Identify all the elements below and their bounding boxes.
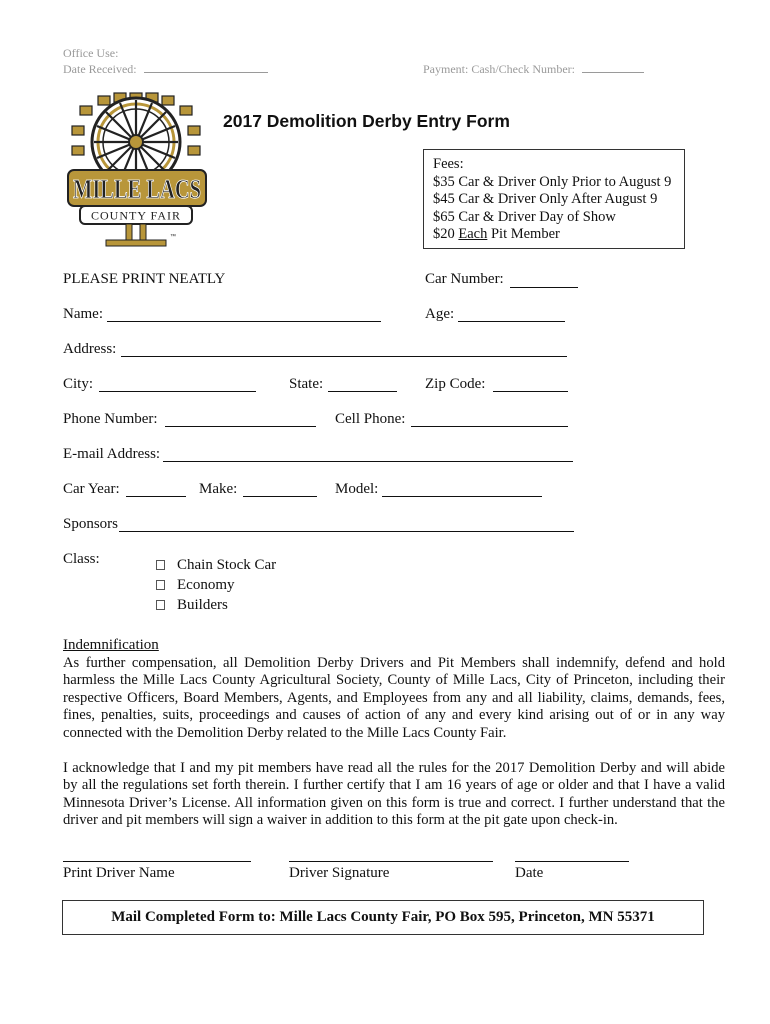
print-name-label: Print Driver Name — [63, 865, 175, 881]
acknowledgement-body: I acknowledge that I and my pit members have read all the rules for the 2017 Demolition Derby and will abide by all the regulations set forth therein. I further certify that I am 16 years of age or older and that I have a valid Minnesota Driver’s License. All information given on this form is true and correct. I further understand that the driver and pit members will sign a waiver in addition to this form at the pit gate upon check-in. — [63, 760, 725, 829]
class-option-label: Builders — [177, 597, 228, 613]
office-use-heading: Office Use: — [63, 46, 119, 60]
fee-line-4-post: Pit Member — [487, 226, 560, 243]
print-neatly-label: PLEASE PRINT NEATLY — [63, 271, 226, 287]
model-label: Model: — [335, 481, 379, 497]
sponsors-field[interactable] — [119, 531, 574, 532]
payment-line — [582, 61, 644, 73]
car-number-field[interactable] — [510, 287, 578, 288]
email-field[interactable] — [163, 461, 573, 462]
logo-name-text: MILLE LACS — [73, 174, 201, 204]
class-option-label: Economy — [177, 577, 235, 593]
name-label: Name: — [63, 306, 103, 322]
indemnification-body: As further compensation, all Demolition Derby Drivers and Pit Members shall indemnify, defend and hold harmless the Mille Lacs County Agricultural Society, County of Mille Lacs, City of Princeton, including their respective Officers, Board Members, Agents, and Employees from any and all liability, claims, demands, fees, fines, penalties, suits, proceedings and causes of action of any and every kind arising out of or in any way connected with the Demolition Derby related to the Mille Lacs County Fair. — [63, 655, 725, 741]
mail-address-box: Mail Completed Form to: Mille Lacs County Fair, PO Box 595, Princeton, MN 55371 — [62, 900, 704, 935]
state-field[interactable] — [328, 391, 397, 392]
zip-field[interactable] — [493, 391, 568, 392]
fair-logo — [66, 92, 208, 254]
payment-row — [423, 61, 644, 77]
cell-field[interactable] — [411, 426, 568, 427]
class-option-label: Chain Stock Car — [177, 557, 277, 573]
date-received-row — [63, 61, 268, 77]
date-received-line — [144, 61, 268, 73]
class-option-economy[interactable] — [156, 577, 276, 597]
class-option-chain-stock-car[interactable] — [156, 557, 276, 577]
fees-box — [423, 149, 685, 249]
class-option-builders[interactable] — [156, 597, 276, 617]
city-label: City: — [63, 376, 94, 392]
checkbox[interactable] — [156, 600, 165, 610]
indemnification-heading: Indemnification — [63, 637, 159, 653]
age-label: Age: — [425, 306, 455, 322]
sponsors-label: Sponsors — [63, 516, 119, 532]
fee-line-4-pre: $20 — [433, 226, 459, 243]
age-field[interactable] — [458, 321, 565, 322]
logo-subtitle: COUNTY FAIR — [90, 208, 182, 223]
fee-line-1: $35 Car & Driver Only Prior to August 9 — [433, 173, 672, 190]
date-received-label: Date Received: — [63, 62, 137, 76]
make-label: Make: — [199, 481, 238, 497]
address-label: Address: — [63, 341, 117, 357]
date-field[interactable] — [515, 861, 629, 862]
car-year-field[interactable] — [126, 496, 186, 497]
fee-line-3: $65 Car & Driver Day of Show — [433, 208, 616, 225]
office-use-block — [63, 46, 268, 77]
city-field[interactable] — [99, 391, 256, 392]
class-options — [156, 557, 276, 617]
email-label: E-mail Address: — [63, 446, 161, 462]
payment-label: Payment: Cash/Check Number: — [423, 62, 575, 76]
car-number-label: Car Number: — [425, 271, 504, 287]
phone-label: Phone Number: — [63, 411, 158, 427]
state-label: State: — [289, 376, 324, 392]
form-title: 2017 Demolition Derby Entry Form — [223, 111, 510, 131]
address-field[interactable] — [121, 356, 567, 357]
cell-label: Cell Phone: — [335, 411, 406, 427]
make-field[interactable] — [243, 496, 317, 497]
print-name-field[interactable] — [63, 861, 251, 862]
fee-line-4-emph: Each — [458, 226, 488, 243]
class-label: Class: — [63, 551, 100, 567]
fee-line-2: $45 Car & Driver Only After August 9 — [433, 191, 658, 208]
phone-field[interactable] — [165, 426, 316, 427]
signature-label: Driver Signature — [289, 865, 390, 881]
logo-trademark: ™ — [170, 234, 176, 240]
car-year-label: Car Year: — [63, 481, 120, 497]
fees-heading: Fees: — [433, 156, 464, 172]
signature-field[interactable] — [289, 861, 493, 862]
zip-label: Zip Code: — [425, 376, 486, 392]
checkbox[interactable] — [156, 580, 165, 590]
model-field[interactable] — [382, 496, 542, 497]
name-field[interactable] — [107, 321, 381, 322]
fee-line-4 — [433, 226, 684, 244]
date-label: Date — [515, 865, 544, 881]
checkbox[interactable] — [156, 560, 165, 570]
